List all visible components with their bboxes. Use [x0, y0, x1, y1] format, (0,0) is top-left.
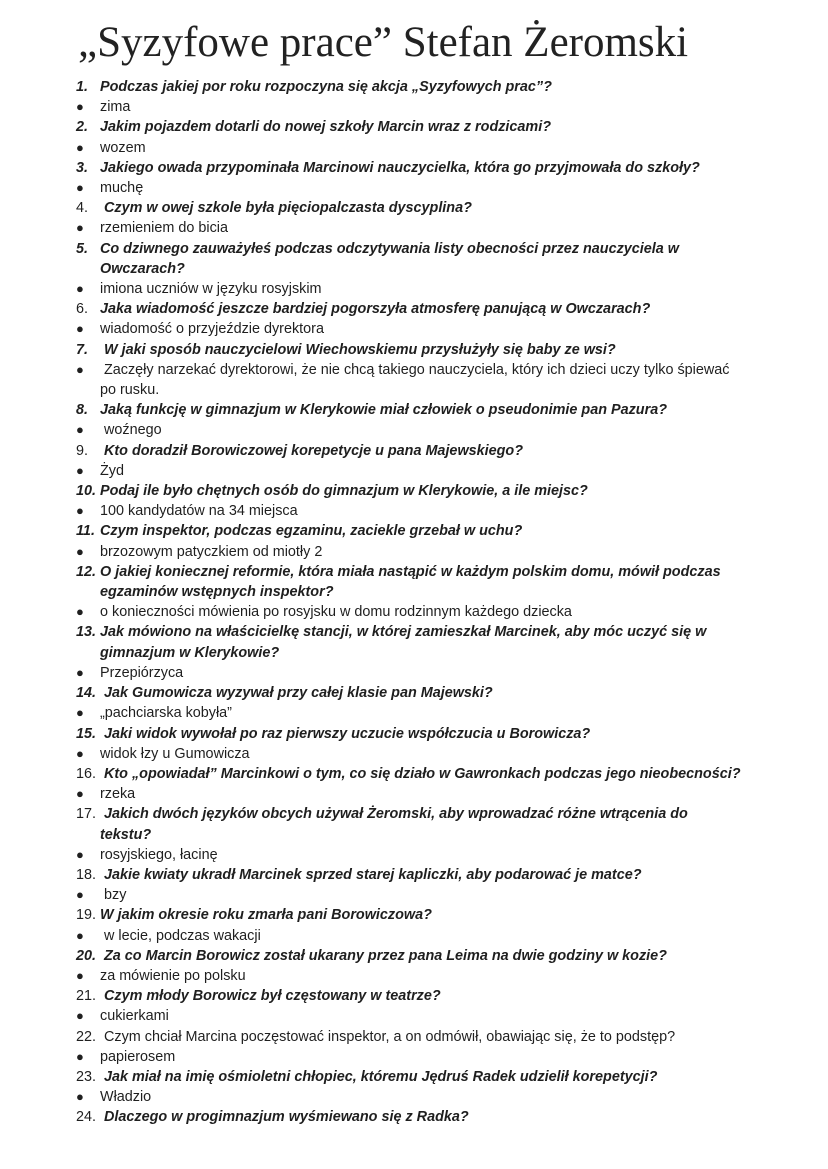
answer-text: rzeka [100, 786, 136, 803]
question-text: Co dziwnego zauważyłeś podczas odczytywania listy obecności przez nauczyciela w [100, 240, 679, 257]
question-text: gimnazjum w Klerykowie? [100, 644, 280, 661]
question-line [0, 481, 828, 501]
question-text: Jak miał na imię ośmioletni chłopiec, któremu Jędruś Radek udzielił korepetycji? [100, 1068, 658, 1085]
question-text: Jaka wiadomość jeszcze bardziej pogorszyła atmosferę panującą w Owczarach? [100, 301, 651, 318]
answer-text: Władzio [100, 1089, 152, 1106]
answer-text: Żyd [100, 462, 124, 479]
question-line [0, 521, 828, 541]
question-text: Jaki widok wywołał po raz pierwszy uczucie współczucia u Borowicza? [100, 725, 591, 742]
question-line [0, 562, 828, 582]
question-line [0, 117, 828, 137]
question-number: 4. [76, 200, 89, 217]
answer-line [0, 926, 828, 946]
question-number: 19. [76, 907, 97, 924]
question-line [0, 622, 828, 642]
question-line [0, 986, 828, 1006]
bullet-icon: ● [76, 705, 84, 721]
question-line [0, 400, 828, 420]
answer-text: wozem [100, 139, 146, 156]
answer-line [0, 1006, 828, 1026]
question-text: Czym inspektor, podczas egzaminu, zaciekle grzebał w uchu? [100, 523, 523, 540]
answer-text: zima [100, 99, 131, 116]
question-number: 11. [76, 523, 95, 540]
question-line-continued [0, 259, 828, 279]
question-number: 15. [76, 725, 97, 742]
answer-text: imiona uczniów w języku rosyjskim [100, 281, 322, 298]
question-text: Czym młody Borowicz był częstowany w teatrze? [100, 988, 441, 1005]
question-line [0, 946, 828, 966]
bullet-icon: ● [76, 422, 84, 438]
bullet-icon: ● [76, 462, 84, 478]
bullet-icon: ● [76, 503, 84, 519]
answer-line [0, 461, 828, 481]
question-number: 14. [76, 685, 97, 702]
question-text: tekstu? [100, 826, 152, 843]
question-text: Jaką funkcję w gimnazjum w Klerykowie miał człowiek o pseudonimie pan Pazura? [100, 402, 667, 419]
answer-text: wiadomość o przyjeździe dyrektora [100, 321, 324, 338]
question-number: 3. [76, 159, 89, 176]
answer-text: woźnego [100, 422, 162, 439]
question-number: 10. [76, 483, 97, 500]
question-text: Jak mówiono na właścicielkę stancji, w której zamieszkał Marcinek, aby móc uczyć się w [100, 624, 707, 641]
answer-line [0, 966, 828, 986]
question-number: 16. [76, 765, 97, 782]
question-line [0, 299, 828, 319]
question-number: 5. [76, 240, 89, 257]
question-number: 13. [76, 624, 97, 641]
question-text: egzaminów wstępnych inspektor? [100, 584, 334, 601]
answer-text: rzemieniem do bicia [100, 220, 228, 237]
question-number: 8. [76, 402, 89, 419]
question-line [0, 724, 828, 744]
question-text: W jaki sposób nauczycielowi Wiechowskiemu przysłużyły się baby ze wsi? [100, 341, 616, 358]
question-line [0, 1107, 828, 1127]
bullet-icon: ● [76, 786, 84, 802]
question-text: Owczarach? [100, 260, 185, 277]
bullet-icon: ● [76, 180, 84, 196]
question-text: Podczas jakiej por roku rozpoczyna się akcja „Syzyfowych prac”? [100, 79, 552, 95]
question-line [0, 77, 828, 97]
question-list [0, 77, 828, 1128]
question-text: Czym w owej szkole była pięciopalczasta dyscyplina? [100, 200, 472, 217]
question-text: Dlaczego w progimnazjum wyśmiewano się z Radka? [100, 1109, 469, 1126]
question-line [0, 804, 828, 824]
answer-text: cukierkami [100, 1008, 169, 1025]
bullet-icon: ● [76, 745, 84, 761]
question-number: 17. [76, 806, 97, 823]
bullet-icon: ● [76, 361, 84, 377]
answer-line [0, 885, 828, 905]
question-line [0, 158, 828, 178]
answer-line [0, 663, 828, 683]
answer-line [0, 1047, 828, 1067]
answer-line [0, 218, 828, 238]
answer-text: bzy [100, 887, 127, 904]
answer-text: papierosem [100, 1048, 176, 1065]
answer-line [0, 138, 828, 158]
question-line [0, 441, 828, 461]
question-text: Kto doradził Borowiczowej korepetycje u pana Majewskiego? [100, 442, 524, 459]
answer-line-continued [0, 380, 828, 400]
question-line [0, 905, 828, 925]
question-text: Jakim pojazdem dotarli do nowej szkoły Marcin wraz z rodzicami? [100, 119, 552, 136]
bullet-icon: ● [76, 99, 84, 115]
answer-text: rosyjskiego, łacinę [100, 846, 218, 863]
answer-line [0, 360, 828, 380]
question-number: 2. [76, 119, 89, 136]
answer-text: o konieczności mówienia po rosyjsku w domu rodzinnym każdego dziecka [100, 604, 572, 621]
question-number: 1. [76, 79, 89, 95]
bullet-icon: ● [76, 846, 84, 862]
question-text: W jakim okresie roku zmarła pani Borowiczowa? [100, 907, 432, 924]
bullet-icon: ● [76, 967, 84, 983]
answer-text: za mówienie po polsku [100, 967, 246, 984]
question-text: Za co Marcin Borowicz został ukarany przez pana Leima na dwie godziny w kozie? [100, 947, 667, 964]
bullet-icon: ● [76, 220, 84, 236]
question-text: O jakiej koniecznej reformie, która miała nastąpić w każdym polskim domu, mówił podczas [100, 563, 721, 580]
answer-line [0, 420, 828, 440]
bullet-icon: ● [76, 281, 84, 297]
answer-text: widok łzy u Gumowicza [100, 745, 250, 762]
question-number: 22. [76, 1028, 97, 1045]
question-line [0, 198, 828, 218]
question-number: 9. [76, 442, 89, 459]
question-text: Podaj ile było chętnych osób do gimnazjum w Klerykowie, a ile miejsc? [100, 483, 588, 500]
question-number: 23. [76, 1068, 97, 1085]
bullet-icon: ● [76, 887, 84, 903]
answer-text: brzozowym patyczkiem od miotły 2 [100, 543, 323, 560]
question-text: Jakiego owada przypominała Marcinowi nauczycielka, która go przyjmowała do szkoły? [100, 159, 700, 176]
question-text: Jakie kwiaty ukradł Marcinek sprzed starej kapliczki, aby podarować je matce? [100, 866, 642, 883]
question-number: 18. [76, 866, 97, 883]
answer-line [0, 703, 828, 723]
bullet-icon: ● [76, 1048, 84, 1064]
answer-text: Zaczęły narzekać dyrektorowi, że nie chcą takiego nauczyciela, który ich dzieci uczy tylko śpiewać [100, 361, 730, 378]
question-line [0, 340, 828, 360]
answer-line [0, 784, 828, 804]
question-line [0, 865, 828, 885]
question-line [0, 1027, 828, 1047]
answer-text: „pachciarska kobyła” [100, 705, 232, 722]
answer-line [0, 501, 828, 521]
bullet-icon: ● [76, 604, 84, 620]
question-text: Jakich dwóch języków obcych używał Żeromski, aby wprowadzać różne wtrącenia do [100, 806, 688, 823]
question-text: Kto „opowiadał” Marcinkowi o tym, co się działo w Gawronkach podczas jego nieobecności? [100, 765, 741, 782]
question-number: 21. [76, 988, 97, 1005]
answer-line [0, 319, 828, 339]
document-title: „Syzyfowe prace” Stefan Żeromski [78, 19, 689, 66]
bullet-icon: ● [76, 543, 84, 559]
answer-line [0, 744, 828, 764]
bullet-icon: ● [76, 664, 84, 680]
answer-text: muchę [100, 180, 144, 197]
answer-line [0, 97, 828, 117]
answer-text: Przepiórzyca [100, 664, 184, 681]
question-number: 12. [76, 563, 97, 580]
question-line-continued [0, 643, 828, 663]
question-number: 7. [76, 341, 89, 358]
answer-line [0, 1087, 828, 1107]
answer-line [0, 845, 828, 865]
answer-text: po rusku. [100, 382, 160, 399]
question-number: 6. [76, 301, 89, 318]
bullet-icon: ● [76, 139, 84, 155]
question-line-continued [0, 582, 828, 602]
question-line [0, 1067, 828, 1087]
answer-line [0, 542, 828, 562]
question-line-continued [0, 825, 828, 845]
question-number: 24. [76, 1109, 97, 1126]
answer-text: w lecie, podczas wakacji [100, 927, 261, 944]
question-line [0, 239, 828, 259]
bullet-icon: ● [76, 321, 84, 337]
question-text: Czym chciał Marcina poczęstować inspektor, a on odmówił, obawiając się, że to podstęp? [100, 1028, 676, 1045]
answer-text: 100 kandydatów na 34 miejsca [100, 503, 298, 520]
answer-line [0, 279, 828, 299]
bullet-icon: ● [76, 1008, 84, 1024]
bullet-icon: ● [76, 927, 84, 943]
answer-line [0, 178, 828, 198]
question-number: 20. [76, 947, 97, 964]
bullet-icon: ● [76, 1089, 84, 1105]
answer-line [0, 602, 828, 622]
question-line [0, 764, 828, 784]
question-text: Jak Gumowicza wyzywał przy całej klasie pan Majewski? [100, 685, 493, 702]
question-line [0, 683, 828, 703]
